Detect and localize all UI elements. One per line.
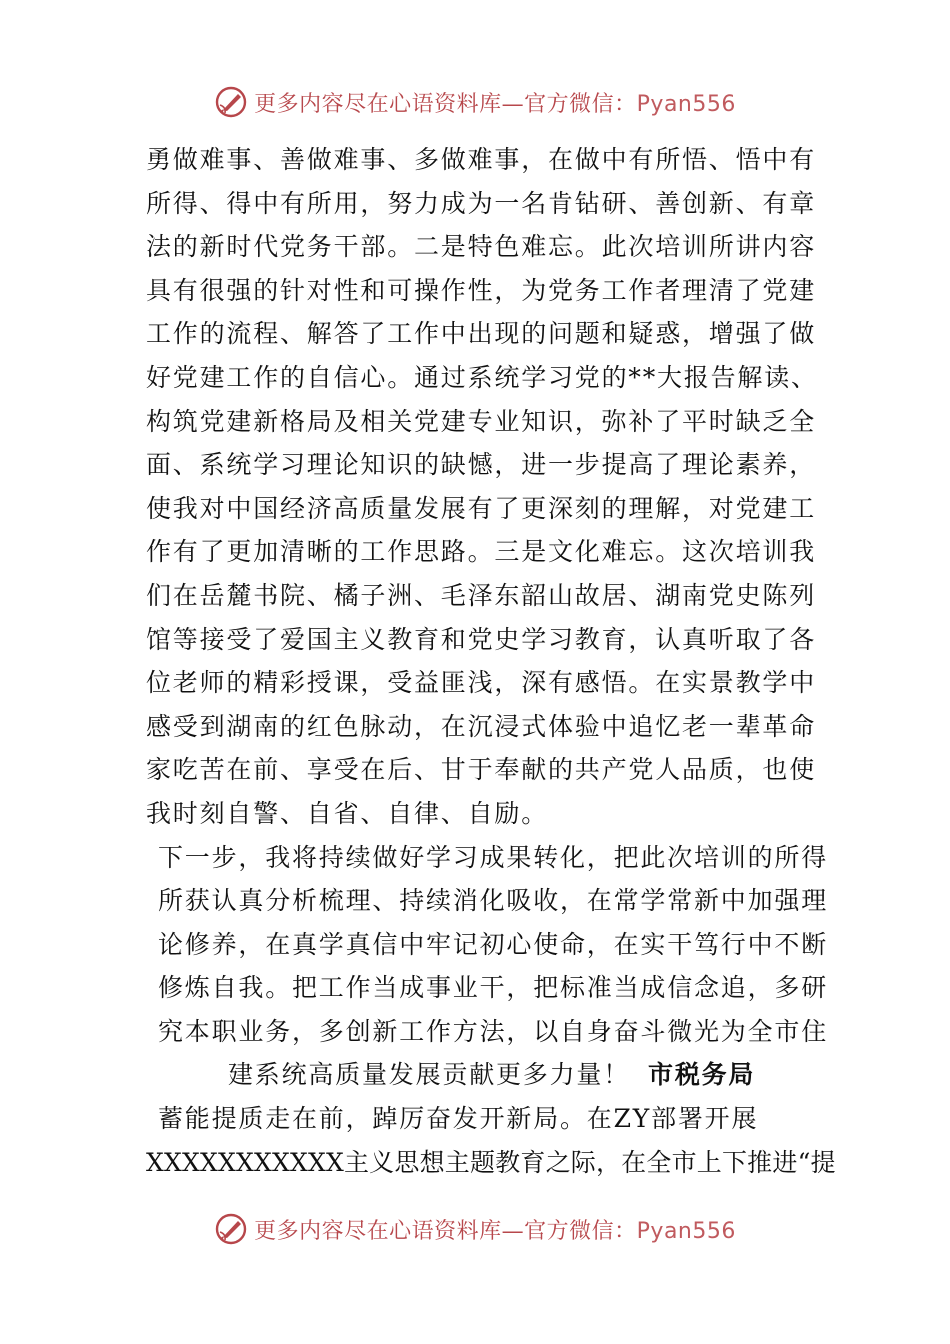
text-line: 法的新时代党务干部。二是特色难忘。此次培训所讲内容	[146, 232, 817, 262]
text-line: 好党建工作的自信心。通过系统学习党的**大报告解读、	[146, 362, 818, 392]
text-line: 下一步，我将持续做好学习成果转化，把此次培训的所得	[158, 842, 829, 872]
header-wechat-id: Pyan556	[636, 91, 736, 117]
text-line: 位老师的精彩授课，受益匪浅，深有感悟。在实景教学中	[146, 668, 817, 698]
paragraph-2	[146, 836, 829, 1098]
text-line: 工作的流程、解答了工作中出现的问题和疑惑，增强了做	[146, 319, 817, 349]
paragraph-1	[146, 138, 818, 836]
closing-text: 建系统高质量发展贡献更多力量！	[228, 1060, 631, 1090]
text-line: 勇做难事、善做难事、多做难事，在做中有所悟、悟中有	[146, 145, 817, 174]
text-line: XXXXXXXXXXX主义思想主题教育之际，在全市上下推进“提	[146, 1147, 836, 1177]
header-banner-text: 更多内容尽在心语资料库—官方微信：Pyan556	[254, 91, 736, 117]
paragraph-3	[146, 1097, 836, 1184]
text-line: 感受到湖南的红色脉动，在沉浸式体验中追忆老一辈革命	[146, 711, 817, 741]
text-line: 蓄能提质走在前，踔厉奋发开新局。在ZY部署开展	[158, 1104, 759, 1134]
text-line: 面、系统学习理论知识的缺憾，进一步提高了理论素养，	[146, 450, 817, 480]
text-line: 究本职业务，多创新工作方法，以自身奋斗微光为全市住	[158, 1016, 829, 1046]
text-line: 家吃苦在前、享受在后、甘于奉献的共产党人品质，也使	[146, 755, 817, 785]
text-line: 使我对中国经济高质量发展有了更深刻的理解，对党建工	[146, 493, 817, 523]
text-line: 我时刻自警、自省、自律、自励。	[146, 798, 549, 828]
section-title: 市税务局	[648, 1060, 756, 1090]
text-line: 所得、得中有所用，努力成为一名肯钻研、善创新、有章	[146, 188, 817, 218]
text-line: 们在岳麓书院、橘子洲、毛泽东韶山故居、湖南党史陈列	[146, 580, 817, 610]
text-line: 论修养，在真学真信中牢记初心使命，在实干笃行中不断	[158, 929, 829, 959]
text-line: 馆等接受了爱国主义教育和党史学习教育，认真听取了各	[146, 624, 817, 654]
closing-line	[146, 1053, 818, 1097]
footer-banner	[0, 1209, 950, 1249]
text-line: 具有很强的针对性和可操作性，为党务工作者理清了党建	[146, 275, 817, 305]
document-body	[146, 138, 836, 1184]
quill-pen-logo-icon	[214, 85, 248, 119]
footer-banner-text: 更多内容尽在心语资料库—官方微信：Pyan556	[254, 1218, 736, 1244]
footer-wechat-id: Pyan556	[636, 1218, 736, 1244]
text-line: 构筑党建新格局及相关党建专业知识，弥补了平时缺乏全	[146, 406, 817, 436]
quill-pen-logo-icon	[214, 1212, 248, 1246]
header-banner	[0, 82, 950, 122]
text-line: 修炼自我。把工作当成事业干，把标准当成信念追，多研	[158, 973, 829, 1003]
text-line: 所获认真分析梳理、持续消化吸收，在常学常新中加强理	[158, 886, 829, 916]
text-line: 作有了更加清晰的工作思路。三是文化难忘。这次培训我	[146, 537, 817, 567]
